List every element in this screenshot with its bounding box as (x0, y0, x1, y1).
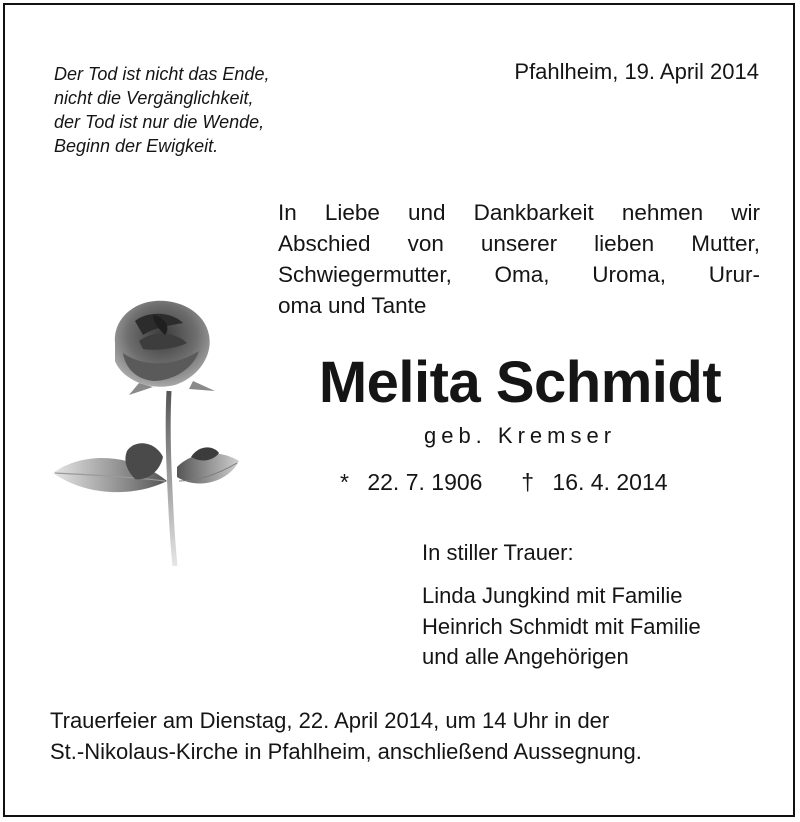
intro-word: Urur- (708, 262, 760, 287)
maiden-name: geb. Kremser (423, 423, 617, 448)
intro-word: unserer (480, 231, 558, 256)
service-line: Trauerfeier am Dienstag, 22. April 2014, um 14 Uhr in der (50, 708, 610, 733)
life-dates (340, 469, 700, 496)
mourners-heading: In stiller Trauer: (422, 540, 574, 565)
poem-line: der Tod ist nur die Wende, (54, 112, 265, 132)
funeral-service-info (50, 705, 760, 767)
birth-symbol: * (340, 469, 349, 495)
intro-word: lieben (594, 231, 655, 256)
death-date: 16. 4. 2014 (552, 469, 668, 495)
poem-line: Beginn der Ewigkeit. (54, 136, 219, 156)
intro-word: nehmen (621, 200, 704, 225)
intro-line-3 (278, 259, 760, 290)
mourner-item: Heinrich Schmidt mit Familie (422, 613, 701, 639)
intro-line-4: oma und Tante (278, 293, 427, 318)
rose-icon (43, 291, 251, 581)
intro-word: Uroma, (592, 262, 667, 287)
mourner-item: Linda Jungkind mit Familie (422, 583, 683, 608)
intro-word: Dankbarkeit (473, 200, 594, 225)
place-date: Pfahlheim, 19. April 2014 (514, 59, 759, 84)
service-line: St.-Nikolaus-Kirche in Pfahlheim, anschließend Aussegnung. (50, 739, 642, 764)
intro-word: wir (731, 200, 760, 225)
intro-word: von (407, 231, 444, 256)
intro-word: Abschied (278, 231, 371, 256)
death-symbol: † (521, 469, 535, 495)
intro-text (278, 197, 760, 321)
intro-word: Schwiegermutter, (278, 262, 452, 287)
intro-word: und (408, 200, 446, 225)
mourner-item: und alle Angehörigen (422, 644, 629, 669)
poem-line: nicht die Vergänglichkeit, (54, 88, 254, 108)
intro-line-1 (278, 197, 760, 228)
poem (54, 62, 354, 158)
obituary-notice (3, 3, 795, 817)
intro-word: Mutter, (691, 231, 760, 256)
intro-word: Liebe (324, 200, 380, 225)
intro-word: In (278, 200, 297, 225)
intro-line-2 (278, 228, 760, 259)
intro-word: Oma, (494, 262, 550, 287)
mourners (422, 538, 782, 673)
deceased-name: Melita Schmidt (318, 350, 722, 415)
birth-date: 22. 7. 1906 (367, 469, 483, 495)
poem-line: Der Tod ist nicht das Ende, (54, 64, 270, 84)
